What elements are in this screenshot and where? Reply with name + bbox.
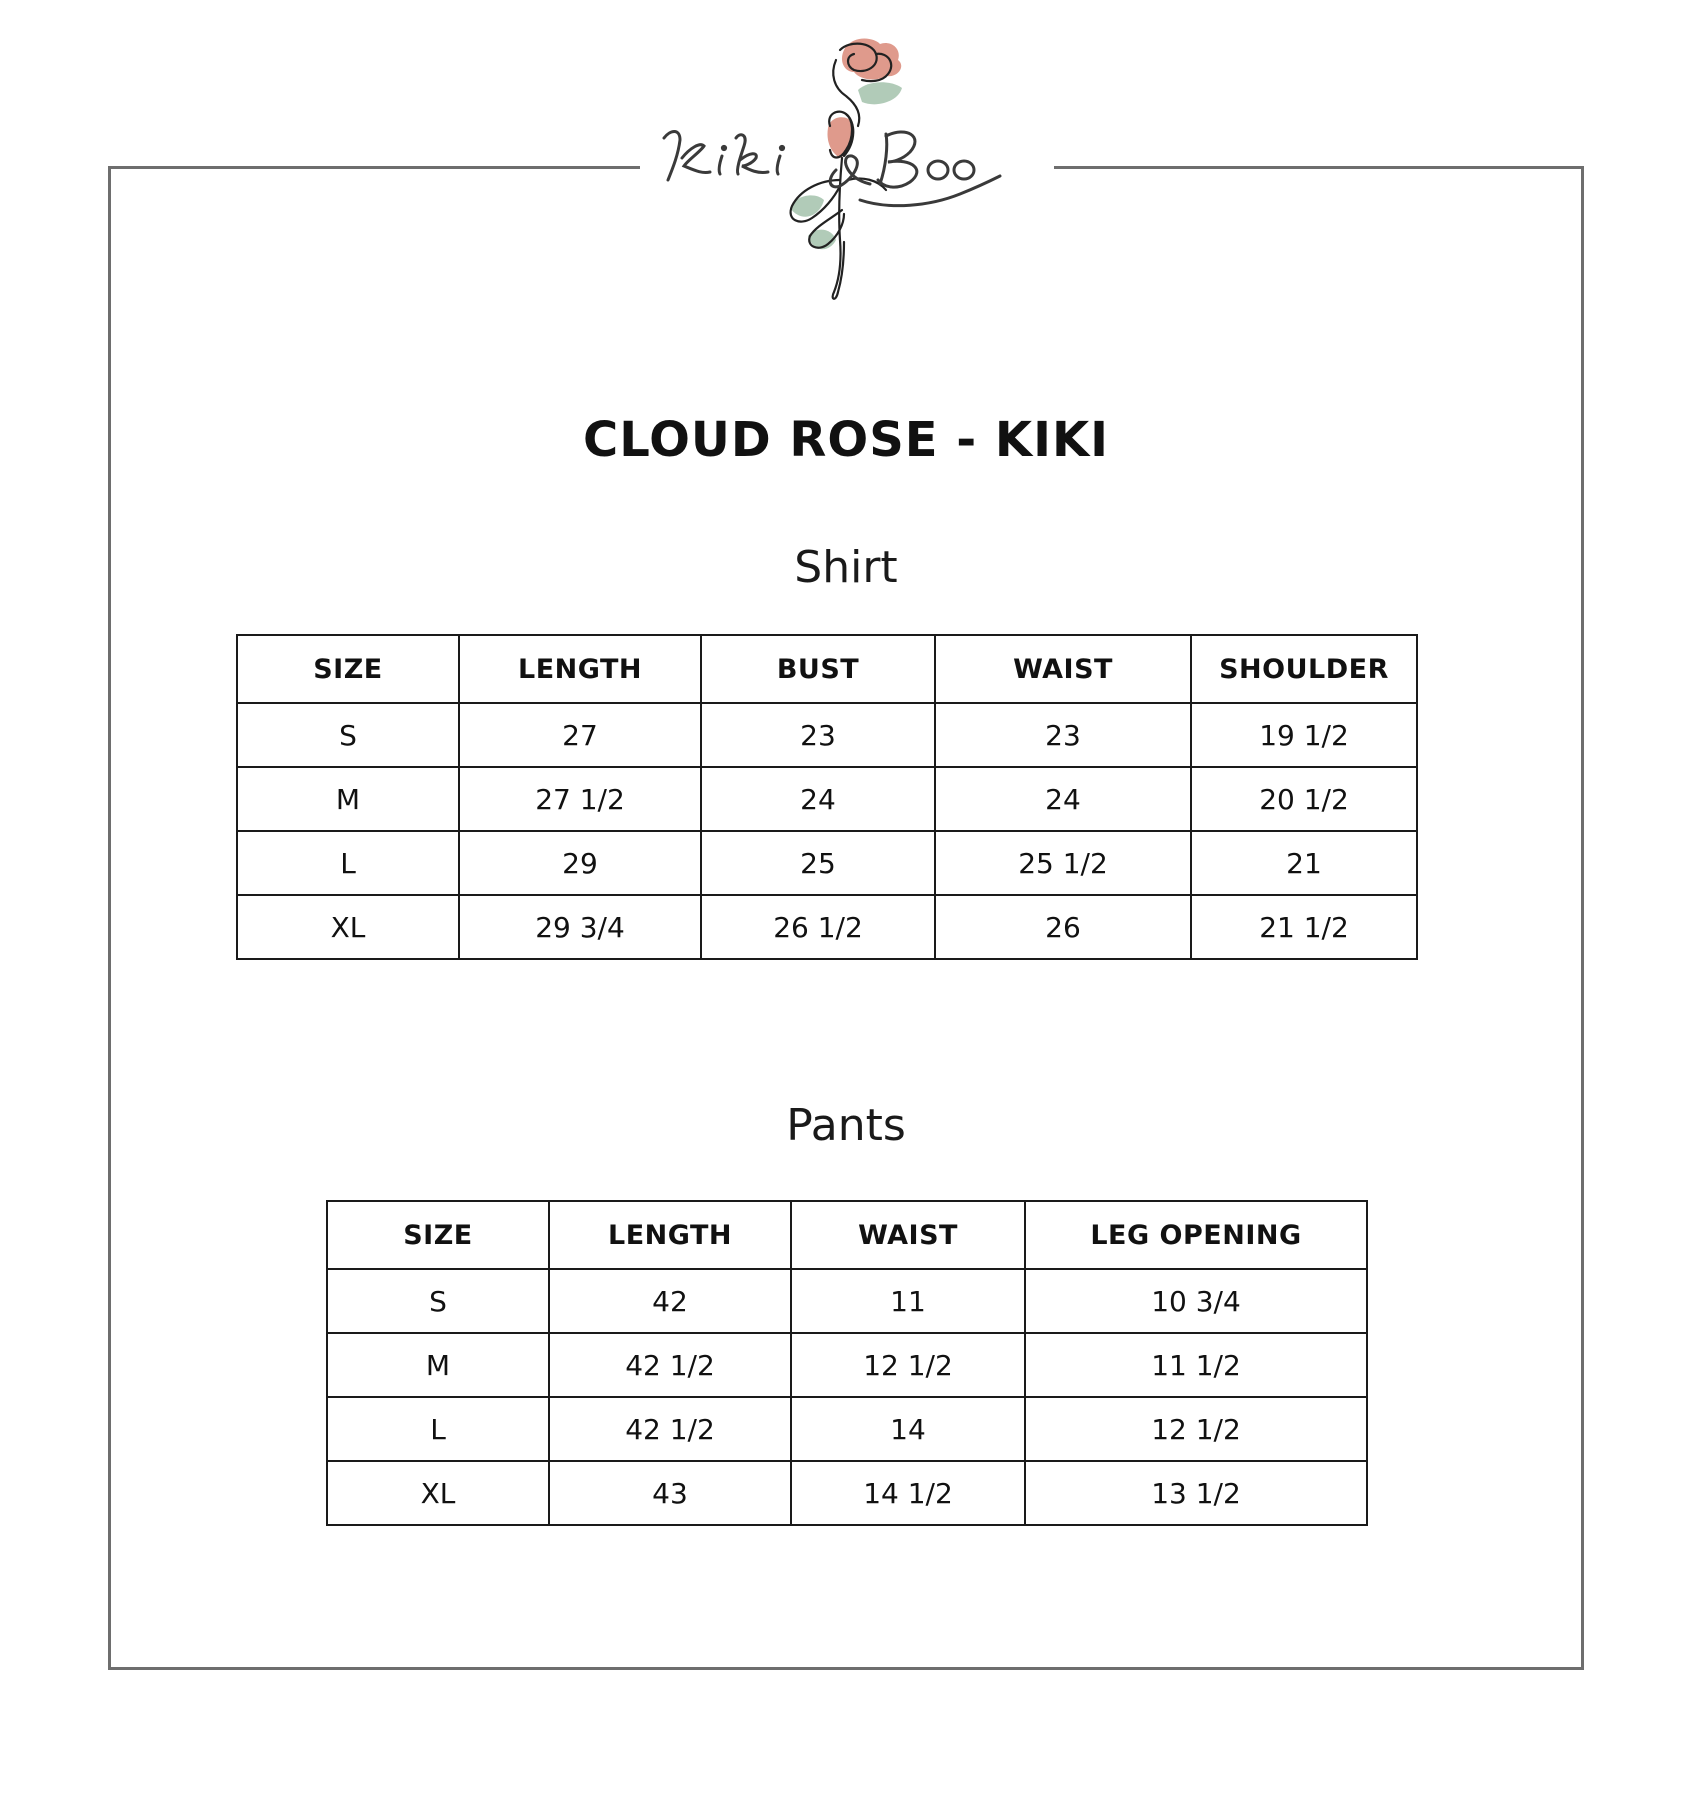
table-cell: XL [237, 895, 459, 959]
table-cell: M [237, 767, 459, 831]
table-row [237, 895, 1417, 959]
table-row [327, 1461, 1367, 1525]
table-cell: 20 1/2 [1191, 767, 1417, 831]
column-header: LEG OPENING [1025, 1201, 1367, 1269]
table-cell: 12 1/2 [1025, 1397, 1367, 1461]
table-cell: 42 [549, 1269, 791, 1333]
column-header: LENGTH [549, 1201, 791, 1269]
table-cell: L [327, 1397, 549, 1461]
table-cell: 27 [459, 703, 701, 767]
table-cell: 29 3/4 [459, 895, 701, 959]
column-header: SIZE [237, 635, 459, 703]
column-header: WAIST [791, 1201, 1025, 1269]
table-cell: 21 1/2 [1191, 895, 1417, 959]
table-cell: 10 3/4 [1025, 1269, 1367, 1333]
table-header-row [237, 635, 1417, 703]
table-cell: S [237, 703, 459, 767]
table-cell: L [237, 831, 459, 895]
pants-size-table [326, 1200, 1368, 1526]
column-header: SIZE [327, 1201, 549, 1269]
table-cell: 25 [701, 831, 935, 895]
table-row [237, 767, 1417, 831]
column-header: SHOULDER [1191, 635, 1417, 703]
table-cell: 24 [935, 767, 1191, 831]
table-cell: M [327, 1333, 549, 1397]
table-cell: 23 [701, 703, 935, 767]
table-cell: 29 [459, 831, 701, 895]
table-row [327, 1333, 1367, 1397]
table-cell: XL [327, 1461, 549, 1525]
table-cell: 11 [791, 1269, 1025, 1333]
table-cell: 21 [1191, 831, 1417, 895]
column-header: LENGTH [459, 635, 701, 703]
table-cell: S [327, 1269, 549, 1333]
table-row [237, 703, 1417, 767]
rose-icon [640, 30, 1060, 320]
column-header: WAIST [935, 635, 1191, 703]
table-cell: 23 [935, 703, 1191, 767]
table-cell: 26 1/2 [701, 895, 935, 959]
table-header-row [327, 1201, 1367, 1269]
table-row [327, 1269, 1367, 1333]
shirt-size-table [236, 634, 1418, 960]
table-cell: 27 1/2 [459, 767, 701, 831]
table-cell: 11 1/2 [1025, 1333, 1367, 1397]
brand-logo [640, 30, 1060, 320]
table-row [327, 1397, 1367, 1461]
table-cell: 42 1/2 [549, 1333, 791, 1397]
table-cell: 25 1/2 [935, 831, 1191, 895]
page-title: CLOUD ROSE - KIKI [582, 412, 1109, 468]
table-cell: 24 [701, 767, 935, 831]
table-cell: 12 1/2 [791, 1333, 1025, 1397]
table-cell: 14 [791, 1397, 1025, 1461]
table-cell: 19 1/2 [1191, 703, 1417, 767]
table-cell: 43 [549, 1461, 791, 1525]
table-cell: 13 1/2 [1025, 1461, 1367, 1525]
pants-heading: Pants [786, 1100, 906, 1151]
table-cell: 26 [935, 895, 1191, 959]
shirt-heading: Shirt [794, 542, 898, 593]
column-header: BUST [701, 635, 935, 703]
table-row [237, 831, 1417, 895]
table-cell: 14 1/2 [791, 1461, 1025, 1525]
table-cell: 42 1/2 [549, 1397, 791, 1461]
